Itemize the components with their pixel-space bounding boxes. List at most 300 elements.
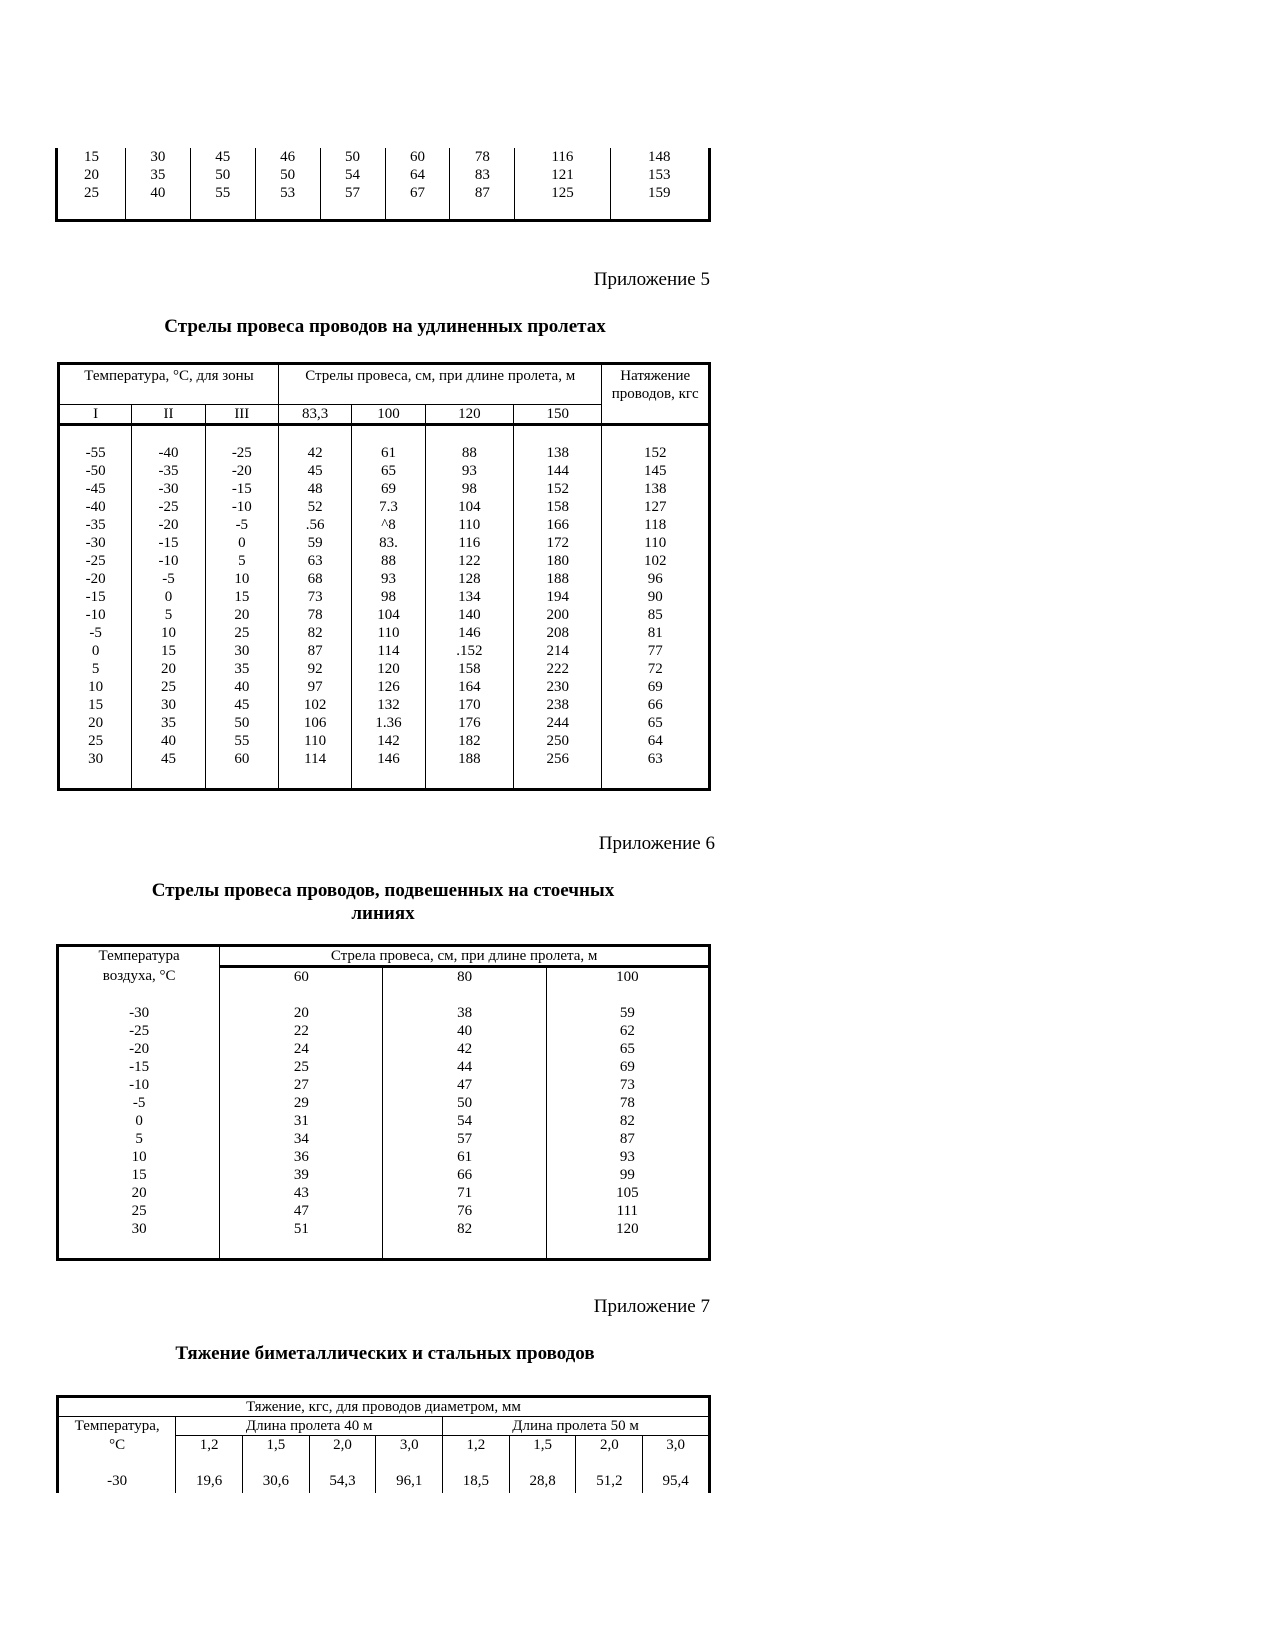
table-cell: 10 bbox=[88, 679, 104, 695]
span-80-column bbox=[383, 986, 546, 1260]
table-cell: 200 bbox=[546, 607, 569, 623]
table-cell: 25 bbox=[131, 1203, 147, 1219]
table-cell: 69 bbox=[380, 481, 396, 497]
col-0 bbox=[57, 148, 126, 221]
table-cell: 166 bbox=[546, 517, 569, 533]
table-cell: 0 bbox=[238, 535, 246, 551]
cell: 54 bbox=[345, 167, 361, 183]
header-span-40: Длина пролета 40 м bbox=[176, 1417, 443, 1436]
table-cell: 61 bbox=[380, 445, 396, 461]
table-cell: 30 bbox=[88, 751, 104, 767]
table-cell: -15 bbox=[129, 1059, 150, 1075]
table-cell: 30,6 bbox=[242, 1454, 309, 1493]
table-cell: -25 bbox=[85, 553, 106, 569]
span-60-column bbox=[220, 986, 383, 1260]
table-cell: 250 bbox=[546, 733, 569, 749]
table-cell: -35 bbox=[85, 517, 106, 533]
table-cell: 140 bbox=[458, 607, 481, 623]
header-span: 100 bbox=[546, 967, 709, 987]
appendix-6-label: Приложение 6 bbox=[598, 833, 715, 854]
table-cell: 95,4 bbox=[643, 1454, 710, 1493]
table-cell: 93 bbox=[619, 1149, 635, 1165]
table-cell: 38 bbox=[457, 1005, 473, 1021]
table-cell: 158 bbox=[546, 499, 569, 515]
table-cell: 102 bbox=[643, 553, 667, 569]
column-cells bbox=[59, 1004, 219, 1238]
cell: 87 bbox=[474, 185, 490, 201]
table-cell: 35 bbox=[234, 661, 250, 677]
table-cell: -5 bbox=[235, 517, 249, 533]
table-cell: -25 bbox=[231, 445, 252, 461]
table-cell: 63 bbox=[307, 553, 323, 569]
table-cell: 62 bbox=[619, 1023, 635, 1039]
table-cell: 93 bbox=[380, 571, 396, 587]
table-cell: 176 bbox=[458, 715, 481, 731]
table-cell: -55 bbox=[85, 445, 106, 461]
table-cell: 98 bbox=[461, 481, 477, 497]
cells bbox=[386, 148, 450, 202]
table-cell: 182 bbox=[458, 733, 481, 749]
table-cell: 138 bbox=[643, 481, 667, 497]
cells bbox=[256, 148, 320, 202]
cell: 148 bbox=[648, 149, 671, 165]
table-cell: -10 bbox=[129, 1077, 150, 1093]
table-cell: 69 bbox=[619, 1059, 635, 1075]
appendix-7-title: Тяжение биметаллических и стальных проводов bbox=[175, 1343, 595, 1364]
table-cell: 10 bbox=[160, 625, 176, 641]
table-cell: -25 bbox=[129, 1023, 150, 1039]
table-cell: 158 bbox=[458, 661, 481, 677]
table-cell: -5 bbox=[162, 571, 175, 587]
header-diameter: 2,0 bbox=[576, 1436, 643, 1455]
header-temperature-cont: °С bbox=[109, 1436, 126, 1453]
header-span: 100 bbox=[352, 405, 425, 425]
header-temperature-cont: воздуха, °С bbox=[102, 967, 176, 984]
table-cell: -50 bbox=[85, 463, 106, 479]
table-cell: -20 bbox=[158, 517, 179, 533]
table-cell: 15 bbox=[160, 643, 176, 659]
col-5 bbox=[385, 148, 450, 221]
table-cell: 87 bbox=[619, 1131, 635, 1147]
table-cell: 30 bbox=[131, 1221, 147, 1237]
table-cell: 85 bbox=[647, 607, 663, 623]
table-cell: 97 bbox=[307, 679, 323, 695]
span-100-column bbox=[546, 986, 709, 1260]
table-cell: .56 bbox=[305, 517, 325, 533]
cell: 67 bbox=[409, 185, 425, 201]
cell: 50 bbox=[345, 149, 361, 165]
table-cell: 114 bbox=[377, 643, 400, 659]
table-cell: 40 bbox=[234, 679, 250, 695]
table-cell: 57 bbox=[457, 1131, 473, 1147]
header-diameter: 2,0 bbox=[309, 1436, 376, 1455]
cells bbox=[321, 148, 385, 202]
table-cell: 73 bbox=[307, 589, 323, 605]
table-cell: 102 bbox=[303, 697, 327, 713]
table-cell: 127 bbox=[643, 499, 667, 515]
header-span: 150 bbox=[514, 405, 602, 425]
table-cell: 25 bbox=[160, 679, 176, 695]
table-cell: 146 bbox=[377, 751, 400, 767]
table-cell: 47 bbox=[293, 1203, 309, 1219]
table-cell: -45 bbox=[85, 481, 106, 497]
table-cell: 82 bbox=[307, 625, 323, 641]
cells bbox=[191, 148, 255, 202]
table-cell: 110 bbox=[458, 517, 481, 533]
header-zone-3: III bbox=[205, 405, 278, 425]
table-cell: 44 bbox=[457, 1059, 473, 1075]
cell: 25 bbox=[83, 185, 99, 201]
table-cell: 116 bbox=[458, 535, 481, 551]
header-span: 60 bbox=[220, 967, 383, 987]
table-cell: 82 bbox=[619, 1113, 635, 1129]
table-cell: 88 bbox=[380, 553, 396, 569]
table-cell: 188 bbox=[458, 751, 481, 767]
table-cell: 50 bbox=[234, 715, 250, 731]
table-cell: 42 bbox=[457, 1041, 473, 1057]
column-cells bbox=[60, 444, 131, 768]
table-cell: 40 bbox=[160, 733, 176, 749]
table-cell: 20 bbox=[234, 607, 250, 623]
table-cell: 28,8 bbox=[509, 1454, 576, 1493]
table-cell: 5 bbox=[238, 553, 246, 569]
table-cell: 76 bbox=[457, 1203, 473, 1219]
table-cell: 0 bbox=[91, 643, 100, 659]
table-cell: 138 bbox=[546, 445, 569, 461]
table-cell: 18,5 bbox=[443, 1454, 510, 1493]
cell: 35 bbox=[150, 167, 166, 183]
span-83-column bbox=[278, 425, 351, 790]
table-cell: ^8 bbox=[381, 517, 396, 533]
appendix-5-title: Стрелы провеса проводов на удлиненных пролетах bbox=[164, 316, 606, 337]
table-cell: -20 bbox=[85, 571, 106, 587]
cell: 64 bbox=[409, 167, 425, 183]
table-cell: 43 bbox=[293, 1185, 309, 1201]
column-cells bbox=[206, 444, 278, 768]
table-cell: 73 bbox=[619, 1077, 635, 1093]
table-cell: 96 bbox=[647, 571, 663, 587]
cell: 57 bbox=[345, 185, 361, 201]
table-cell: 106 bbox=[303, 715, 327, 731]
header-zone-2: II bbox=[132, 405, 205, 425]
table-cell: 20 bbox=[160, 661, 176, 677]
column-cells bbox=[352, 444, 424, 768]
table-cell: 68 bbox=[307, 571, 323, 587]
table-cell: 29 bbox=[293, 1095, 309, 1111]
cell: 46 bbox=[280, 149, 296, 165]
table-cell: 20 bbox=[131, 1185, 147, 1201]
table-cell: 1.36 bbox=[375, 715, 402, 731]
table-cell: 99 bbox=[619, 1167, 635, 1183]
table-cell: 172 bbox=[546, 535, 569, 551]
table-cell: 45 bbox=[307, 463, 323, 479]
table-cell: 244 bbox=[546, 715, 569, 731]
span-120-column bbox=[425, 425, 513, 790]
cell: 45 bbox=[215, 149, 231, 165]
table-cell: 110 bbox=[377, 625, 400, 641]
cell: 30 bbox=[150, 149, 166, 165]
header-span: 80 bbox=[383, 967, 546, 987]
cells bbox=[126, 148, 190, 202]
temperature-column bbox=[58, 986, 220, 1260]
table-cell: 15 bbox=[88, 697, 104, 713]
table-cell: 27 bbox=[293, 1077, 309, 1093]
table-cell: 146 bbox=[458, 625, 481, 641]
table-cell: 78 bbox=[307, 607, 323, 623]
table-cell: 145 bbox=[643, 463, 667, 479]
table-cell: 152 bbox=[546, 481, 569, 497]
table-cell: 98 bbox=[380, 589, 396, 605]
table-cell: 24 bbox=[293, 1041, 309, 1057]
table-cell: 54,3 bbox=[309, 1454, 376, 1493]
table-cell: 47 bbox=[457, 1077, 473, 1093]
table-cell: 35 bbox=[160, 715, 176, 731]
table-cell: 82 bbox=[457, 1221, 473, 1237]
header-sag: Стрелы провеса, см, при длине пролета, м bbox=[278, 364, 601, 405]
table-cell: 105 bbox=[616, 1185, 639, 1201]
header-temperature: Температура bbox=[98, 948, 180, 964]
table-cell: -30 bbox=[129, 1005, 150, 1021]
table-cell: 114 bbox=[304, 751, 327, 767]
cell: 78 bbox=[474, 149, 490, 165]
table-cell: 144 bbox=[546, 463, 569, 479]
col-4 bbox=[320, 148, 385, 221]
table-cell: 45 bbox=[234, 697, 250, 713]
table-cell: 31 bbox=[293, 1113, 309, 1129]
table-cell: 122 bbox=[458, 553, 481, 569]
table-cell: .152 bbox=[456, 643, 483, 659]
appendix-6-title bbox=[110, 879, 656, 925]
column-cells bbox=[426, 444, 513, 768]
table-cell: 93 bbox=[461, 463, 477, 479]
table-cell: 256 bbox=[546, 751, 569, 767]
table-cell: 188 bbox=[546, 571, 569, 587]
table-cell: 42 bbox=[307, 445, 323, 461]
table-cell: 164 bbox=[458, 679, 481, 695]
table-cell: 111 bbox=[616, 1203, 639, 1219]
cell: 50 bbox=[215, 167, 231, 183]
table-cell: 25 bbox=[234, 625, 250, 641]
table-cell: 134 bbox=[458, 589, 481, 605]
table-cell: 88 bbox=[461, 445, 477, 461]
table-cell: -15 bbox=[231, 481, 252, 497]
table-cell: -35 bbox=[158, 463, 179, 479]
table-cell: 50 bbox=[457, 1095, 473, 1111]
table-cell: 10 bbox=[131, 1149, 147, 1165]
table-cell: 39 bbox=[293, 1167, 309, 1183]
zone-2-column bbox=[132, 425, 205, 790]
table-cell: 7.3 bbox=[379, 499, 398, 515]
table-cell: 208 bbox=[546, 625, 569, 641]
table-cell: 71 bbox=[457, 1185, 473, 1201]
table-cell: -10 bbox=[85, 607, 106, 623]
table-cell: 214 bbox=[546, 643, 569, 659]
table-cell: 25 bbox=[88, 733, 104, 749]
appendix-7-table bbox=[56, 1395, 711, 1493]
span-150-column bbox=[514, 425, 602, 790]
table-cell: 69 bbox=[647, 679, 663, 695]
tension-column bbox=[602, 425, 710, 790]
table-cell: -30 bbox=[107, 1473, 128, 1489]
table-cell: 59 bbox=[619, 1005, 635, 1021]
column-cells bbox=[132, 444, 204, 768]
table-cell: 22 bbox=[293, 1023, 309, 1039]
table-cell: 45 bbox=[160, 751, 176, 767]
table-cell: 77 bbox=[647, 643, 663, 659]
span-100-column bbox=[352, 425, 425, 790]
table-cell: 63 bbox=[647, 751, 663, 767]
table-cell: 81 bbox=[647, 625, 663, 641]
appendix-5-table bbox=[57, 362, 711, 791]
table-cell: -30 bbox=[85, 535, 106, 551]
col-8 bbox=[610, 148, 709, 221]
column-cells bbox=[547, 1004, 708, 1238]
table-cell: 132 bbox=[377, 697, 400, 713]
continuation-table bbox=[55, 148, 711, 222]
table-cell: 54 bbox=[457, 1113, 473, 1129]
title-line: Стрелы провеса проводов, подвешенных на стоечных bbox=[151, 880, 615, 901]
header-diameter: 1,2 bbox=[443, 1436, 510, 1455]
appendix-6-table bbox=[56, 944, 711, 1261]
table-cell: 51 bbox=[293, 1221, 309, 1237]
table-cell: -5 bbox=[89, 625, 102, 641]
header-diameter: 1,2 bbox=[176, 1436, 243, 1455]
table-cell: -40 bbox=[158, 445, 179, 461]
table-cell: 152 bbox=[643, 445, 667, 461]
table-cell: -25 bbox=[158, 499, 179, 515]
col-2 bbox=[190, 148, 255, 221]
table-cell: 65 bbox=[380, 463, 396, 479]
header-zone-1: I bbox=[59, 405, 132, 425]
table-cell: 30 bbox=[234, 643, 250, 659]
cells bbox=[611, 148, 708, 202]
table-cell: 60 bbox=[234, 751, 250, 767]
table-cell: 120 bbox=[616, 1221, 639, 1237]
table-cell: 5 bbox=[135, 1131, 143, 1147]
table-cell: -15 bbox=[85, 589, 106, 605]
header-diameter: 3,0 bbox=[643, 1436, 710, 1455]
table-cell: 59 bbox=[307, 535, 323, 551]
table-cell: 15 bbox=[234, 589, 250, 605]
table-cell: 0 bbox=[135, 1113, 143, 1129]
table-cell: 15 bbox=[131, 1167, 147, 1183]
table-cell: 65 bbox=[647, 715, 663, 731]
cell: 121 bbox=[551, 167, 574, 183]
column-cells bbox=[279, 444, 351, 768]
table-cell: -30 bbox=[158, 481, 179, 497]
header-main: Тяжение, кгс, для проводов диаметром, мм bbox=[58, 1397, 710, 1417]
table-cell: 5 bbox=[164, 607, 173, 623]
table-cell: -20 bbox=[129, 1041, 150, 1057]
table-cell: 25 bbox=[293, 1059, 309, 1075]
header-tension: Натяжение проводов, кгс bbox=[602, 364, 710, 425]
appendix-5-label: Приложение 5 bbox=[593, 269, 710, 290]
table-cell: 19,6 bbox=[176, 1454, 243, 1493]
cells bbox=[58, 148, 125, 202]
cell: 153 bbox=[648, 167, 671, 183]
cell: 15 bbox=[83, 149, 99, 165]
table-cell: 5 bbox=[91, 661, 100, 677]
zone-3-column bbox=[205, 425, 278, 790]
table-cell: 170 bbox=[458, 697, 481, 713]
table-cell: 104 bbox=[458, 499, 481, 515]
header-diameter: 1,5 bbox=[509, 1436, 576, 1455]
table-cell: 48 bbox=[307, 481, 323, 497]
col-3 bbox=[255, 148, 320, 221]
column-cells bbox=[383, 1004, 545, 1238]
table-cell: 128 bbox=[458, 571, 481, 587]
cell: 20 bbox=[83, 167, 99, 183]
table-cell: 87 bbox=[307, 643, 323, 659]
table-cell: 34 bbox=[293, 1131, 309, 1147]
table-cell: 180 bbox=[546, 553, 569, 569]
header-temperature: Температура, bbox=[74, 1418, 160, 1434]
column-cells bbox=[514, 444, 601, 768]
table-cell: 72 bbox=[647, 661, 663, 677]
cells bbox=[515, 148, 609, 202]
col-6 bbox=[450, 148, 515, 221]
header-sag: Стрела провеса, см, при длине пролета, м bbox=[220, 946, 710, 967]
table-cell: 66 bbox=[457, 1167, 473, 1183]
table-cell: 230 bbox=[546, 679, 569, 695]
appendix-7-label: Приложение 7 bbox=[593, 1296, 710, 1317]
table-cell: 20 bbox=[88, 715, 104, 731]
header-span-50: Длина пролета 50 м bbox=[443, 1417, 710, 1436]
zone-1-column bbox=[59, 425, 132, 790]
table-cell: 110 bbox=[304, 733, 327, 749]
table-cell: 51,2 bbox=[576, 1454, 643, 1493]
table-cell: 92 bbox=[307, 661, 323, 677]
column-cells bbox=[220, 1004, 382, 1238]
table-cell: 194 bbox=[546, 589, 569, 605]
header-span: 120 bbox=[425, 405, 513, 425]
table-cell: 118 bbox=[644, 517, 667, 533]
table-cell: 36 bbox=[293, 1149, 309, 1165]
table-cell: 104 bbox=[377, 607, 400, 623]
table-cell: 0 bbox=[164, 589, 173, 605]
table-cell: -10 bbox=[158, 553, 179, 569]
table-cell: 238 bbox=[546, 697, 569, 713]
table-cell: 10 bbox=[234, 571, 250, 587]
table-cell: 55 bbox=[234, 733, 250, 749]
col-7 bbox=[515, 148, 610, 221]
table-cell: 20 bbox=[293, 1005, 309, 1021]
cell: 159 bbox=[648, 185, 671, 201]
header-temperature: Температура, °С, для зоны bbox=[59, 364, 279, 405]
cell: 55 bbox=[215, 185, 231, 201]
table-cell: 142 bbox=[377, 733, 400, 749]
header-diameter: 3,0 bbox=[376, 1436, 443, 1455]
table-cell: -20 bbox=[231, 463, 252, 479]
cell: 53 bbox=[280, 185, 296, 201]
table-cell: 222 bbox=[546, 661, 569, 677]
table-cell: 126 bbox=[377, 679, 400, 695]
header-diameter: 1,5 bbox=[242, 1436, 309, 1455]
table-cell: 120 bbox=[377, 661, 400, 677]
table-cell: 66 bbox=[647, 697, 663, 713]
cells bbox=[450, 148, 514, 202]
table-cell: -15 bbox=[158, 535, 179, 551]
table-cell: 96,1 bbox=[376, 1454, 443, 1493]
table-cell: 65 bbox=[619, 1041, 635, 1057]
table-cell: 110 bbox=[644, 535, 667, 551]
column-cells bbox=[602, 444, 708, 768]
table-cell: 78 bbox=[619, 1095, 635, 1111]
cell: 60 bbox=[409, 149, 425, 165]
cell: 40 bbox=[150, 185, 166, 201]
title-line: линиях bbox=[351, 903, 415, 924]
table-cell: 40 bbox=[457, 1023, 473, 1039]
